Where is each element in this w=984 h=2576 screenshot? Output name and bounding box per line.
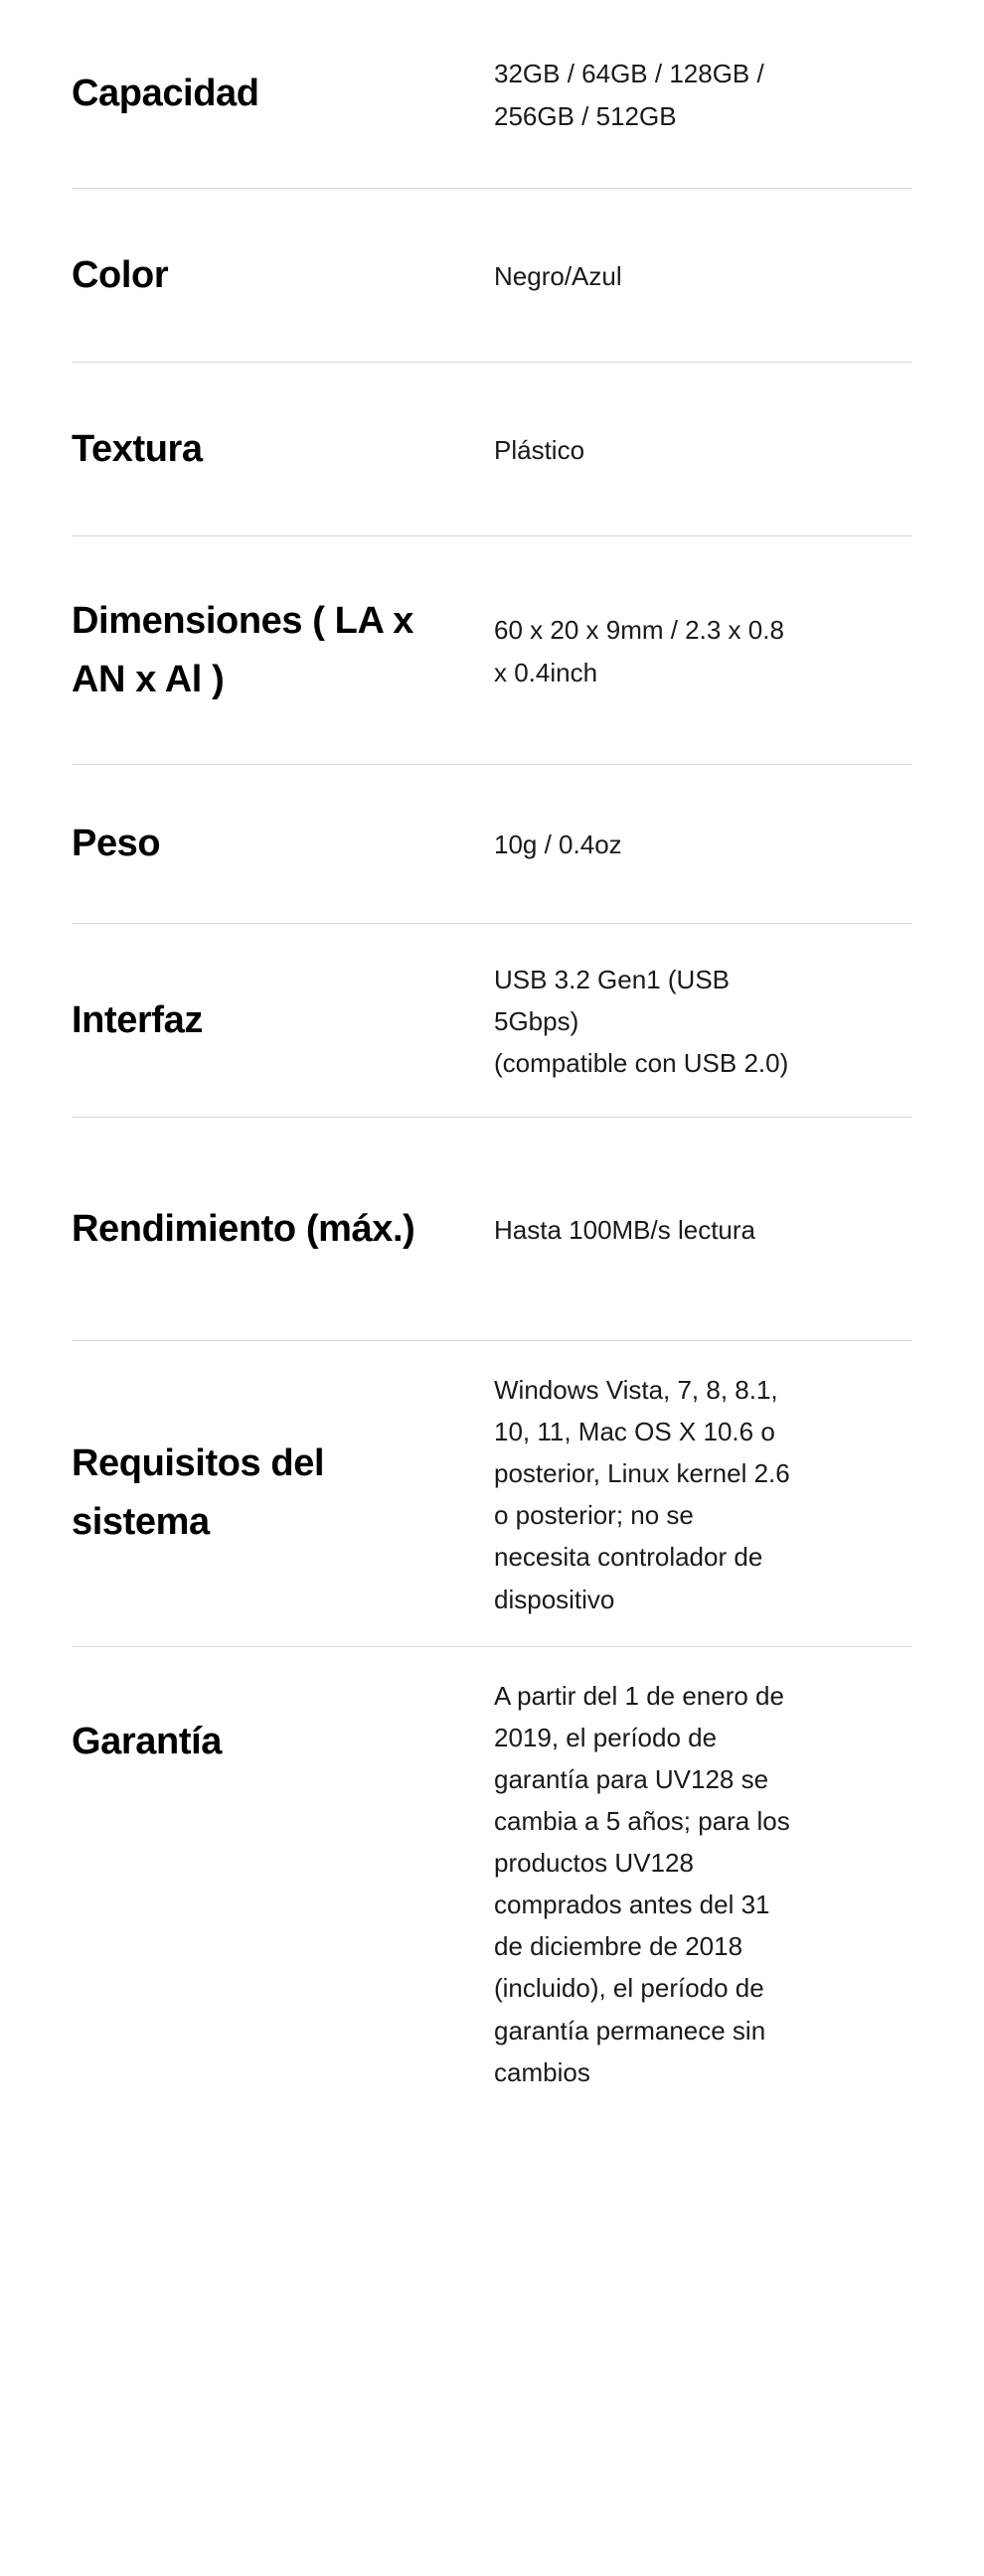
value-line: o posterior; no se	[494, 1500, 694, 1531]
spec-label-capacidad: Capacidad	[72, 73, 259, 115]
value-line: (incluido), el período de	[494, 1973, 764, 2004]
spec-label-textura: Textura	[72, 427, 203, 470]
table-row	[72, 1118, 912, 1341]
value-line: 10g / 0.4oz	[494, 830, 622, 860]
value-line: 256GB / 512GB	[494, 100, 677, 131]
value-line: comprados antes del 31	[494, 1890, 770, 1920]
spec-value-rendimiento	[494, 1207, 912, 1251]
table-row	[72, 1647, 912, 2133]
value-line: (compatible con USB 2.0)	[494, 1048, 789, 1079]
spec-value-capacidad	[494, 51, 912, 136]
value-line: 10, 11, Mac OS X 10.6 o	[494, 1417, 775, 1447]
spec-value-dimensiones	[494, 607, 912, 692]
value-line: x 0.4inch	[494, 657, 598, 687]
table-row	[72, 363, 912, 536]
value-line: A partir del 1 de enero de	[494, 1680, 784, 1711]
table-row	[72, 1341, 912, 1647]
value-line: productos UV128	[494, 1848, 694, 1879]
value-line: cambia a 5 años; para los	[494, 1805, 790, 1836]
spec-label-color: Color	[72, 253, 169, 296]
value-line: Negro/Azul	[494, 260, 622, 291]
spec-label-rendimiento: Rendimiento (máx.)	[72, 1207, 415, 1250]
table-row	[72, 536, 912, 765]
table-row	[72, 765, 912, 924]
spec-value-peso	[494, 822, 912, 865]
value-line: Plástico	[494, 434, 585, 465]
value-line: 60 x 20 x 9mm / 2.3 x 0.8	[494, 615, 784, 646]
value-line: 5Gbps)	[494, 1005, 579, 1036]
spec-label-peso: Peso	[72, 823, 161, 865]
value-line: garantía para UV128 se	[494, 1763, 769, 1794]
value-line: dispositivo	[494, 1584, 615, 1614]
table-row	[72, 0, 912, 189]
spec-label-requisitos-del-sistema: Requisitos del sistema	[72, 1442, 325, 1544]
value-line: Hasta 100MB/s lectura	[494, 1214, 756, 1245]
spec-value-color	[494, 253, 912, 297]
value-line: posterior, Linux kernel 2.6	[494, 1458, 790, 1489]
value-line: de diciembre de 2018	[494, 1931, 743, 1962]
value-line: USB 3.2 Gen1 (USB	[494, 964, 730, 994]
spec-value-garantia	[494, 1673, 912, 2093]
spec-value-textura	[494, 427, 912, 471]
spec-label-interfaz: Interfaz	[72, 998, 203, 1041]
value-line: Windows Vista, 7, 8, 8.1,	[494, 1375, 778, 1405]
value-line: 2019, el período de	[494, 1722, 718, 1752]
spec-label-garantia: Garantía	[72, 1720, 222, 1762]
value-line: necesita controlador de	[494, 1542, 763, 1573]
value-line: garantía permanece sin	[494, 2015, 766, 2046]
value-line: cambios	[494, 2056, 590, 2087]
table-row	[72, 924, 912, 1118]
value-line: 32GB / 64GB / 128GB /	[494, 59, 764, 89]
spec-value-interfaz	[494, 957, 912, 1084]
table-row	[72, 189, 912, 363]
spec-label-dimensiones: Dimensiones ( LA x AN x Al )	[72, 599, 414, 700]
spec-value-requisitos-del-sistema	[494, 1367, 912, 1620]
